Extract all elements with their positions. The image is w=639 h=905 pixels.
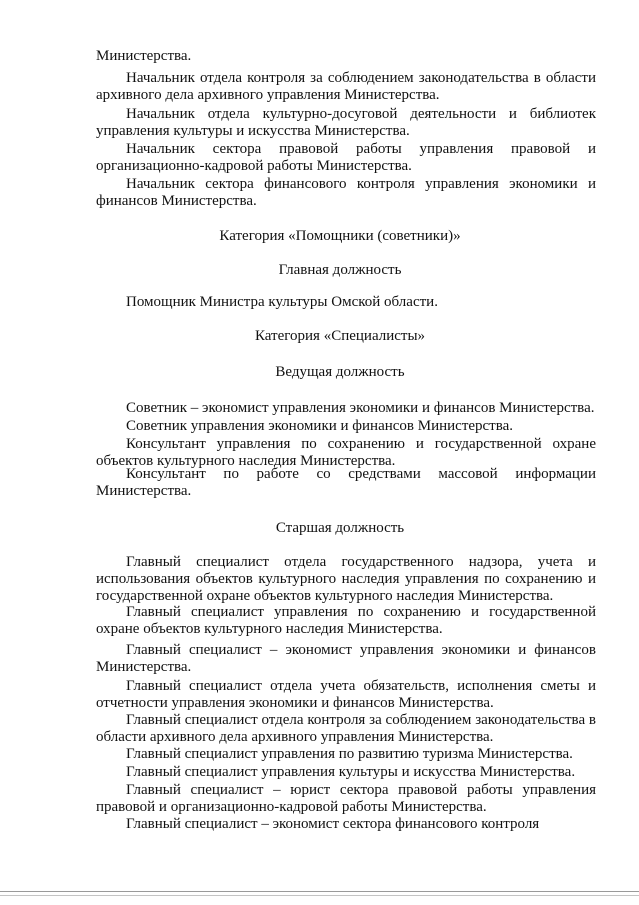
paragraph-head-archive-control: Начальник отдела контроля за соблюдением законодательства в области архивного дела архивного управления Министерства. (96, 70, 596, 103)
paragraph-senior-6: Главный специалист управления по развитию туризма Министерства. (126, 746, 573, 762)
paragraph-senior-9: Главный специалист – экономист сектора финансового контроля (126, 816, 540, 832)
paragraph-leading-3: Консультант управления по сохранению и государственной охране объектов культурного наследия Министерства. (96, 436, 596, 469)
paragraph-head-finance-sector: Начальник сектора финансового контроля управления экономики и финансов Министерства. (96, 176, 596, 209)
paragraph-senior-7: Главный специалист управления культуры и искусства Министерства. (126, 764, 576, 780)
scan-edge-line-secondary (0, 895, 639, 896)
paragraph-senior-4: Главный специалист отдела учета обязательств, исполнения сметы и отчетности управления экономики и финансов Министерства. (96, 678, 596, 711)
paragraph-head-culture-dept: Начальник отдела культурно-досуговой деятельности и библиотек управления культуры и искусства Министерства. (96, 106, 596, 139)
heading-leading-position: Ведущая должность (275, 364, 405, 380)
paragraph-senior-1: Главный специалист отдела государственного надзора, учета и использования объектов культурного наследия управления по сохранению и государственной охране объектов культурного наследия Министерства. (96, 554, 596, 604)
heading-senior-position: Старшая должность (275, 520, 405, 536)
paragraph-leading-1: Советник – экономист управления экономики и финансов Министерства. (126, 400, 595, 416)
paragraph-senior-5: Главный специалист отдела контроля за соблюдением законодательства в области архивного дела архивного управления Министерства. (96, 712, 596, 745)
heading-main-position: Главная должность (278, 262, 402, 278)
paragraph-senior-2: Главный специалист управления по сохранению и государственной охране объектов культурного наследия Министерства. (96, 604, 596, 637)
paragraph-leading-2: Советник управления экономики и финансов Министерства. (126, 418, 514, 434)
paragraph-head-legal-sector: Начальник сектора правовой работы управления правовой и организационно-кадровой работы Министерства. (96, 141, 596, 174)
paragraph-minister-assistant: Помощник Министра культуры Омской области. (126, 294, 438, 310)
paragraph-leading-4: Консультант по работе со средствами массовой информации Министерства. (96, 466, 596, 499)
scan-edge-line (0, 891, 639, 892)
heading-category-specialists: Категория «Специалисты» (254, 328, 426, 344)
paragraph-senior-3: Главный специалист – экономист управления экономики и финансов Министерства. (96, 642, 596, 675)
paragraph-senior-8: Главный специалист – юрист сектора правовой работы управления правовой и организационно-кадровой работы Министерства. (96, 782, 596, 815)
heading-category-advisors: Категория «Помощники (советники)» (219, 228, 461, 244)
paragraph-continuation: Министерства. (96, 48, 192, 64)
